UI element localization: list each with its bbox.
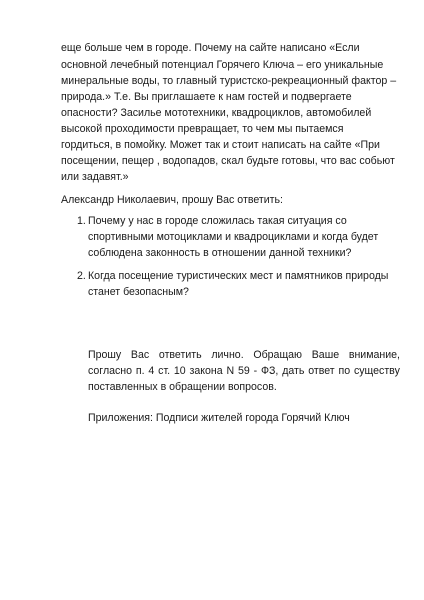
- question-line: Когда посещение туристических мест и памятников природы: [88, 270, 389, 282]
- word: 4: [148, 365, 155, 377]
- word: существу: [353, 365, 400, 377]
- text-line: гордиться, в помойку. Может так и стоит написать на сайте «При: [61, 139, 380, 151]
- word: 10: [173, 365, 186, 377]
- text-line: основной лечебный потенциал Горячего Ключа – его уникальные: [61, 59, 384, 71]
- attachments-line: Приложения: Подписи жителей города Горячий Ключ: [88, 412, 350, 424]
- word: по: [338, 365, 351, 377]
- word: ФЗ,: [260, 365, 279, 377]
- text-line: еще больше чем в городе. Почему на сайте написано «Если: [61, 42, 360, 54]
- word: Прошу: [88, 349, 122, 361]
- question-line: Почему у нас в городе сложилась такая ситуация со: [88, 215, 347, 227]
- word: п.: [135, 365, 145, 377]
- word: ответить: [158, 349, 202, 361]
- word: внимание,: [348, 349, 400, 361]
- request-line: [88, 365, 400, 377]
- list-number: 1.: [77, 215, 86, 227]
- question-line: станет безопасным?: [88, 286, 189, 298]
- word: Ваше: [311, 349, 340, 361]
- text-line: опасности? Засилье мототехники, квадроциклов, автомобилей: [61, 107, 372, 119]
- text-line: природа.» Т.е. Вы приглашаете к нам гостей и подвергаете: [61, 91, 352, 103]
- word: ответ: [308, 365, 335, 377]
- text-line: минеральные воды, то главный туристско-рекреационный фактор –: [61, 75, 397, 87]
- request-line: [88, 349, 400, 361]
- text-line: посещении, пещер , водопадов, скал будьте готовы, что вас собьют: [61, 155, 395, 167]
- list-number: 2.: [77, 270, 86, 282]
- word: согласно: [88, 365, 133, 377]
- word: дать: [282, 365, 305, 377]
- word: Обращаю: [253, 349, 303, 361]
- word: закона: [189, 365, 223, 377]
- word: N: [226, 365, 235, 377]
- word: лично.: [211, 349, 244, 361]
- request-line: поставленных в обращении вопросов.: [88, 381, 277, 393]
- word: -: [253, 365, 258, 377]
- question-line: спортивными мотоциклами и квадроциклами и когда будет: [88, 231, 379, 243]
- text-line: или задавят.»: [61, 171, 129, 183]
- text-line: высокой проходимости превращает, то чем мы пытаемся: [61, 123, 344, 135]
- question-line: соблюдена законность в отношении данной техники?: [88, 247, 352, 259]
- address-line: Александр Николаевич, прошу Вас ответить:: [61, 194, 283, 206]
- word: 59: [237, 365, 250, 377]
- word: Вас: [130, 349, 150, 361]
- word: ст.: [158, 365, 171, 377]
